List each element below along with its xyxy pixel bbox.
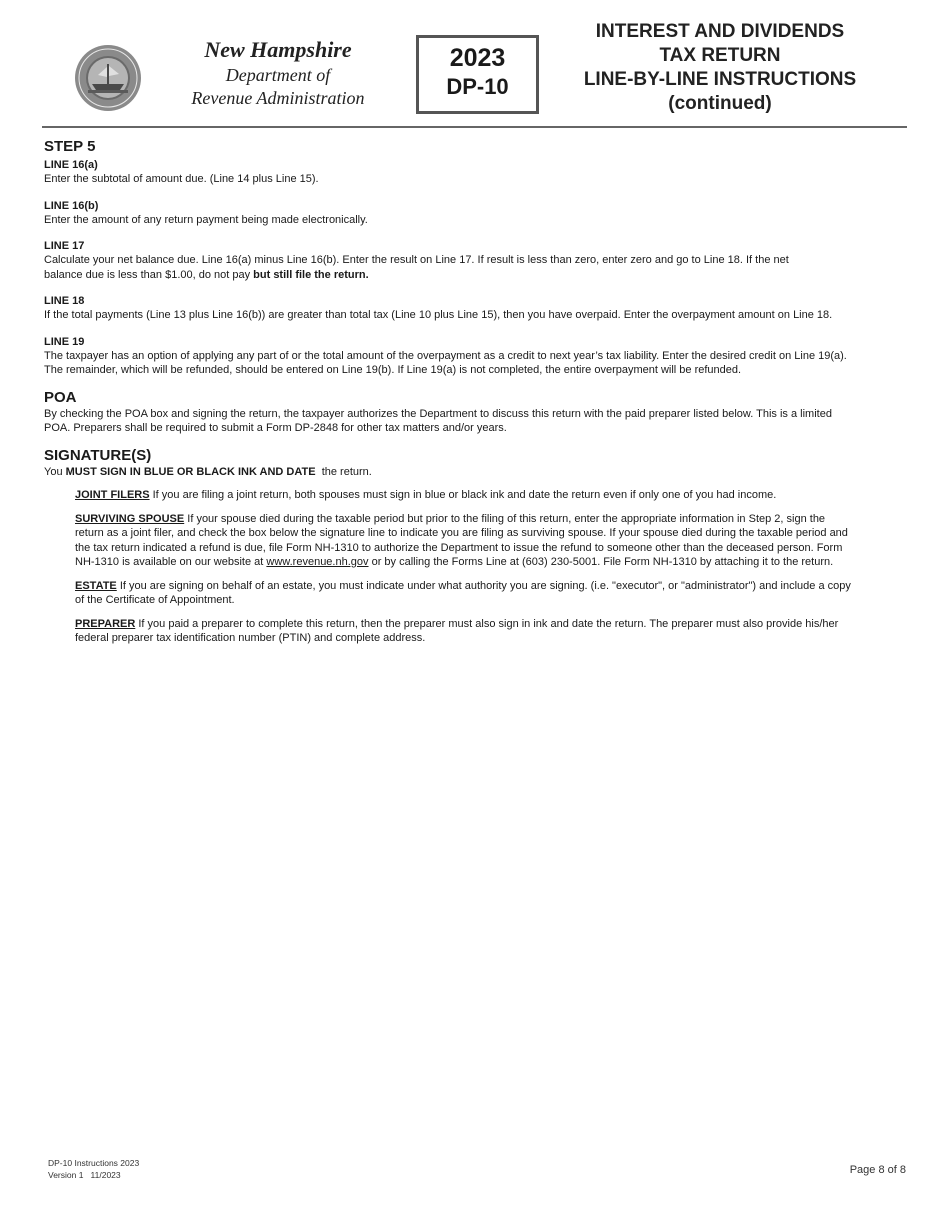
line17-section — [44, 239, 904, 282]
intro-pre: You — [44, 465, 66, 478]
line16a-label: LINE 16(a) — [44, 159, 98, 171]
title-line: TAX RETURN — [659, 45, 781, 66]
estate-label: ESTATE — [75, 579, 117, 592]
line19-text-1: The taxpayer has an option of applying any part of or the total amount of the overpayment as a credit to next year’s tax liability. Enter the desired credit on Line 19(a). — [44, 349, 847, 362]
preparer-text-1: If you paid a preparer to complete this return, then the preparer must also sign in ink and date the return. The preparer must also provide his/her — [135, 617, 839, 630]
line18-text: If the total payments (Line 13 plus Line 16(b)) are greater than total tax (Line 10 plus Line 15), then you have overpaid. Enter the overpayment amount on Line 18. — [44, 309, 833, 321]
form-code: DP-10 — [446, 74, 509, 99]
instructions-body — [44, 135, 904, 646]
header-divider — [42, 126, 907, 128]
department-line-2: Revenue Administration — [191, 88, 365, 108]
line16b-label: LINE 16(b) — [44, 199, 99, 212]
intro-post: the return. — [315, 465, 372, 478]
surviving-text-2: return as a joint filer, and check the box below the signature line to indicate you are filing as surviving spouse. If your spouse died during the taxable period and — [75, 527, 848, 539]
preparer-label: PREPARER — [75, 617, 136, 630]
footer-doc-info — [48, 1157, 139, 1181]
title-line: LINE-BY-LINE INSTRUCTIONS — [583, 69, 857, 90]
preparer-text-2: federal preparer tax identification number (PTIN) and complete address. — [75, 632, 426, 644]
joint-filers-text: If you are filing a joint return, both spouses must sign in blue or black ink and date the return even if only one of you had income. — [149, 489, 777, 501]
surviving-text-4: NH-1310 is available on our website at — [75, 556, 267, 568]
signatures-intro — [44, 465, 904, 480]
step5-heading: STEP 5 — [44, 138, 96, 155]
form-id-box — [416, 35, 539, 114]
title-line: (continued) — [668, 93, 772, 114]
line19-label: LINE 19 — [44, 335, 85, 348]
estate-text-1: If you are signing on behalf of an estate, you must indicate under what authority you are signing. (i.e. "executor", or "administrator") and include a copy — [116, 579, 851, 592]
nh-state-seal-icon — [74, 44, 142, 112]
joint-filers-section — [75, 488, 904, 503]
signatures-heading: SIGNATURE(S) — [44, 446, 152, 464]
joint-filers-label: JOINT FILERS — [75, 489, 150, 501]
form-year: 2023 — [449, 44, 506, 72]
line16b-text: Enter the amount of any return payment being made electronically. — [44, 213, 368, 226]
estate-text-2: of the Certificate of Appointment. — [75, 594, 235, 606]
line17-text-2-plain: balance due is less than $1.00, do not pay — [44, 268, 254, 281]
revenue-website-link[interactable]: www.revenue.nh.gov — [266, 556, 369, 568]
agency-name — [168, 36, 388, 110]
surviving-text-5: or by calling the Forms Line at (603) 230-5001. File Form NH-1310 by attaching it to the return. — [368, 556, 834, 568]
line18-label: LINE 18 — [44, 295, 85, 307]
surviving-text-3: the tax return indicated a refund is due, file Form NH-1310 to authorize the Department to issue the refund to someone other than the deceased person. Form — [75, 541, 843, 554]
page-number: Page 8 of 8 — [849, 1164, 906, 1176]
poa-heading: POA — [44, 388, 77, 406]
line17-label: LINE 17 — [44, 240, 85, 252]
department-line-1: Department of — [225, 65, 331, 85]
footer-version: Version 1 11/2023 — [48, 1170, 121, 1180]
line16a-section — [44, 158, 904, 187]
intro-bold: MUST SIGN IN BLUE OR BLACK INK AND DATE — [65, 465, 316, 478]
preparer-section — [75, 617, 904, 646]
line19-text-2: The remainder, which will be refunded, should be entered on Line 19(b). If Line 19(a) is not completed, the entire overpayment will be refunded. — [44, 364, 742, 376]
footer-doc-name: DP-10 Instructions 2023 — [48, 1158, 140, 1168]
line17-text-2 — [44, 268, 904, 283]
title-line: INTEREST AND DIVIDENDS — [595, 21, 845, 42]
poa-text-2: POA. Preparers shall be required to submit a Form DP-2848 for other tax matters and/or years. — [44, 422, 507, 434]
surviving-spouse-section — [75, 512, 904, 570]
line17-text-2-bold: but still file the return. — [253, 268, 369, 281]
line19-section — [44, 335, 904, 378]
line16a-text: Enter the subtotal of amount due. (Line 14 plus Line 15). — [44, 173, 319, 185]
line18-section — [44, 294, 904, 323]
surviving-spouse-label: SURVIVING SPOUSE — [75, 512, 185, 525]
state-name: New Hampshire — [204, 37, 352, 62]
surviving-text-1: If your spouse died during the taxable period but prior to the filing of this return, enter the appropriate information in Step 2, sign the — [184, 512, 826, 525]
line16b-section — [44, 199, 904, 228]
poa-text-1: By checking the POA box and signing the return, the taxpayer authorizes the Department to discuss this return with the paid preparer listed below. This is a limited — [44, 407, 832, 420]
document-title — [560, 20, 880, 116]
line17-text-1: Calculate your net balance due. Line 16(a) minus Line 16(b). Enter the result on Line 17. If result is less than zero, enter zero and go to Line 18. If the net — [44, 254, 789, 266]
estate-section — [75, 579, 904, 608]
